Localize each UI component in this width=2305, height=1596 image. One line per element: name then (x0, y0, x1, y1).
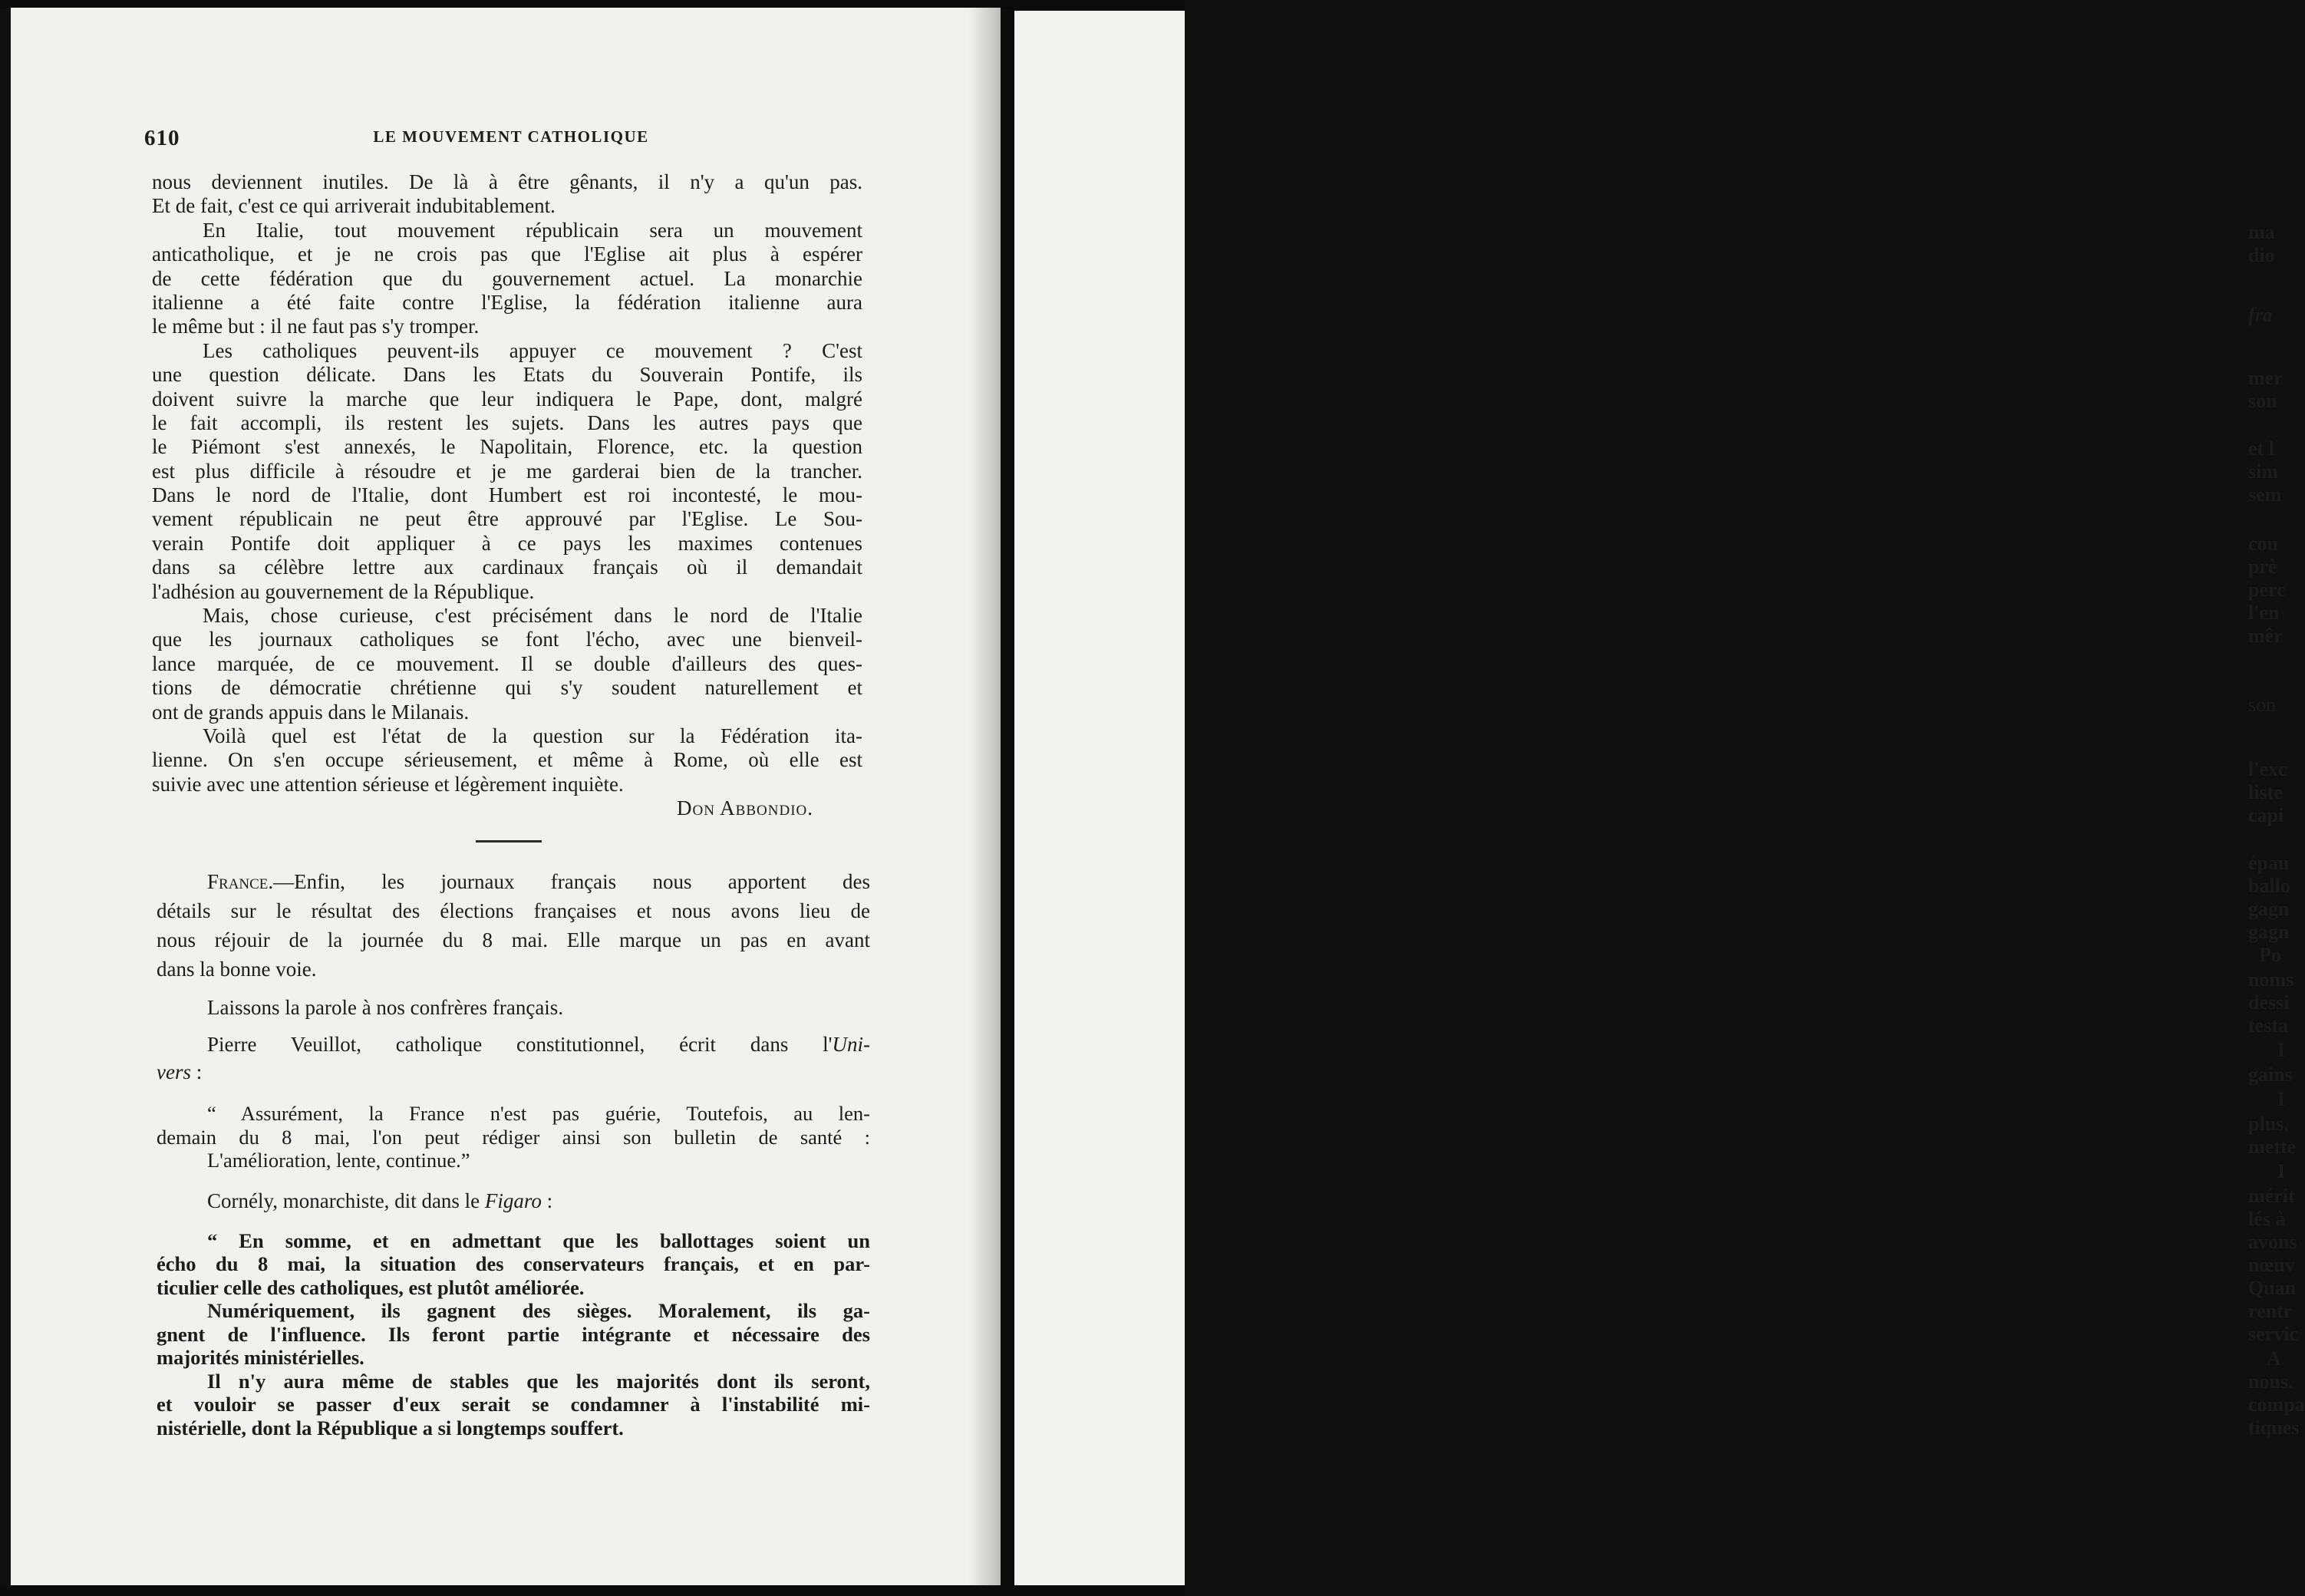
text-line: doivent suivre la marche que leur indiquera le Pape, dont, malgré (152, 387, 862, 411)
text-line: Mais, chose curieuse, c'est précisément dans le nord de l'Italie (203, 604, 862, 628)
text-line: Les catholiques peuvent-ils appuyer ce mouvement ? C'est (203, 338, 862, 362)
fragment: nous. (2248, 1370, 2293, 1393)
text-line: italienne a été faite contre l'Eglise, la fédération italienne aura (152, 290, 862, 314)
text-line: “ Assurément, la France n'est pas guérie, Toutefois, au len- (207, 1102, 870, 1125)
france-section (157, 867, 870, 1439)
text-line: Voilà quel est l'état de la question sur la Fédération ita- (203, 724, 862, 747)
fragment: mérit (2248, 1185, 2295, 1207)
right-page (1014, 11, 1185, 1587)
fragment: testa (2248, 1014, 2288, 1037)
fragment: lés à (2248, 1208, 2286, 1230)
text-line: Numériquement, ils gagnent des sièges. Moralement, ils ga- (207, 1299, 870, 1322)
text-line: demain du 8 mai, l'on peut rédiger ainsi son bulletin de santé : (157, 1125, 870, 1149)
text-line: Laissons la parole à nos confrères français. (207, 996, 564, 1019)
fragment: A (2267, 1347, 2281, 1370)
section-divider (476, 840, 542, 843)
text-line: est plus difficile à résoudre et je me garderai bien de la trancher. (152, 459, 862, 483)
signature: Don Abbondio. (676, 796, 813, 820)
fragment: servic (2248, 1323, 2298, 1345)
fragment: mer (2248, 367, 2283, 389)
text-line: lance marquée, de ce mouvement. Il se double d'ailleurs des ques- (152, 651, 862, 675)
text-line: ont de grands appuis dans le Milanais. (152, 700, 470, 724)
text-line: vement républicain ne peut être approuvé par l'Eglise. Le Sou- (152, 507, 862, 531)
text-line (157, 867, 870, 896)
text-line: le fait accompli, ils restent les sujets. Dans les autres pays que (152, 411, 862, 434)
text-line: l'adhésion au gouvernement de la République. (152, 579, 535, 603)
fragment: nœuv (2248, 1254, 2295, 1276)
fragment: Po (2259, 944, 2281, 966)
text-line: et vouloir se passer d'eux serait se condamner à l'instabilité mi- (157, 1393, 870, 1416)
text-line: détails sur le résultat des élections françaises et nous avons lieu de (157, 899, 870, 922)
scan-border-bottom (0, 1585, 1185, 1596)
text-line: dans sa célèbre lettre aux cardinaux français où il demandait (152, 556, 862, 579)
fragment: plus, (2248, 1113, 2289, 1135)
univers-title: Uni- (832, 1033, 870, 1056)
page-number: 610 (144, 126, 180, 150)
italy-section (152, 170, 862, 821)
text-line: majorités ministérielles. (157, 1346, 364, 1369)
fragment: ma (2248, 221, 2275, 243)
text-line: que les journaux catholiques se font l'écho, avec une bienveil- (152, 628, 862, 651)
fragment: prè (2248, 556, 2277, 578)
fragment: cou (2248, 533, 2278, 555)
fragment: son (2248, 390, 2277, 412)
fragment: capi (2248, 804, 2284, 826)
fragment: mette (2248, 1136, 2297, 1158)
fragment: dessi (2248, 991, 2290, 1014)
text-line: verain Pontife doit appliquer à ce pays les maximes contenues (152, 531, 862, 555)
fragment: perc (2248, 579, 2286, 601)
fragment: gains (2248, 1063, 2293, 1086)
fragment: l'en (2248, 602, 2280, 624)
text-line (157, 1057, 870, 1087)
text-line: le même but : il ne faut pas s'y tromper. (152, 315, 480, 338)
fragment: et l (2248, 437, 2274, 460)
fragment: liste (2248, 781, 2283, 803)
text-line: Et de fait, c'est ce qui arriverait indubitablement. (152, 194, 556, 218)
cornely-quote (157, 1229, 870, 1440)
fragment: tiques (2248, 1416, 2300, 1439)
colon: : (541, 1189, 553, 1212)
univers-title-cont: vers (157, 1060, 191, 1083)
france-intro-first: —Enfin, les journaux français nous apportent des (273, 870, 870, 893)
text-line: une question délicate. Dans les Etats du Souverain Pontife, ils (152, 363, 862, 387)
text-line (157, 1031, 870, 1057)
text-line: dans la bonne voie. (157, 958, 317, 981)
veuillot-intro: Pierre Veuillot, catholique constitutionnel, écrit dans l' (207, 1033, 833, 1056)
colon: : (190, 1060, 203, 1083)
fragment: gagn (2248, 898, 2290, 920)
text-line: gnent de l'influence. Ils feront partie intégrante et nécessaire des (157, 1322, 870, 1346)
fragment: compa (2248, 1393, 2305, 1416)
text-line (157, 1188, 870, 1214)
fragment: I (2277, 1160, 2286, 1182)
fragment: noms (2248, 968, 2294, 991)
fragment: avons (2248, 1231, 2297, 1253)
figaro-title: Figaro (484, 1189, 542, 1212)
text-line: le Piémont s'est annexés, le Napolitain, Florence, etc. la question (152, 435, 862, 459)
fragment: sem (2248, 483, 2282, 506)
fragment: I (2277, 1088, 2286, 1110)
text-line: Il n'y aura même de stables que les majorités dont ils seront, (207, 1369, 870, 1393)
text-line: “ En somme, et en admettant que les ballottages soient un (207, 1228, 870, 1252)
text-line: nistérielle, dont la République a si longtemps souffert. (157, 1416, 624, 1439)
text-line: L'amélioration, lente, continue.” (207, 1149, 470, 1172)
fragment: ballo (2248, 875, 2290, 897)
text-line: tions de démocratie chrétienne qui s'y soudent naturellement et (152, 676, 862, 700)
fragment: rentr (2248, 1300, 2293, 1322)
france-label: France. (207, 870, 274, 893)
text-line: nous deviennent inutiles. De là à être gênants, il n'y a qu'un pas. (152, 170, 862, 193)
running-title: LE MOUVEMENT CATHOLIQUE (373, 127, 649, 146)
fragment: I (2277, 1039, 2286, 1061)
fragment: fra (2248, 304, 2273, 326)
fragment: épau (2248, 852, 2290, 874)
text-line: suivie avec une attention sérieuse et légèrement inquiète. (152, 772, 624, 796)
fragment: sim (2248, 460, 2278, 483)
book-gutter (968, 8, 1014, 1587)
veuillot-quote (157, 1102, 870, 1172)
text-line: Dans le nord de l'Italie, dont Humbert est roi incontesté, le mou- (152, 483, 862, 507)
fragment: gagn (2248, 921, 2290, 943)
fragment: Quan (2248, 1277, 2297, 1299)
text-line: écho du 8 mai, la situation des conservateurs français, et en par- (157, 1252, 870, 1275)
fragment: mêr (2248, 625, 2283, 647)
cornely-intro: Cornély, monarchiste, dit dans le (207, 1189, 485, 1212)
fragment: dio (2248, 244, 2275, 266)
text-line: nous réjouir de la journée du 8 mai. Elle marque un pas en avant (157, 928, 870, 951)
text-line: de cette fédération que du gouvernement actuel. La monarchie (152, 266, 862, 290)
text-line: ticulier celle des catholiques, est plutôt améliorée. (157, 1275, 585, 1299)
fragment: l'exc (2248, 758, 2287, 780)
text-line: lienne. On s'en occupe sérieusement, et même à Rome, où elle est (152, 748, 862, 772)
text-line: anticatholique, et je ne crois pas que l'Eglise ait plus à espérer (152, 242, 862, 266)
text-line: En Italie, tout mouvement républicain sera un mouvement (203, 218, 862, 242)
fragment: son (2248, 694, 2277, 716)
